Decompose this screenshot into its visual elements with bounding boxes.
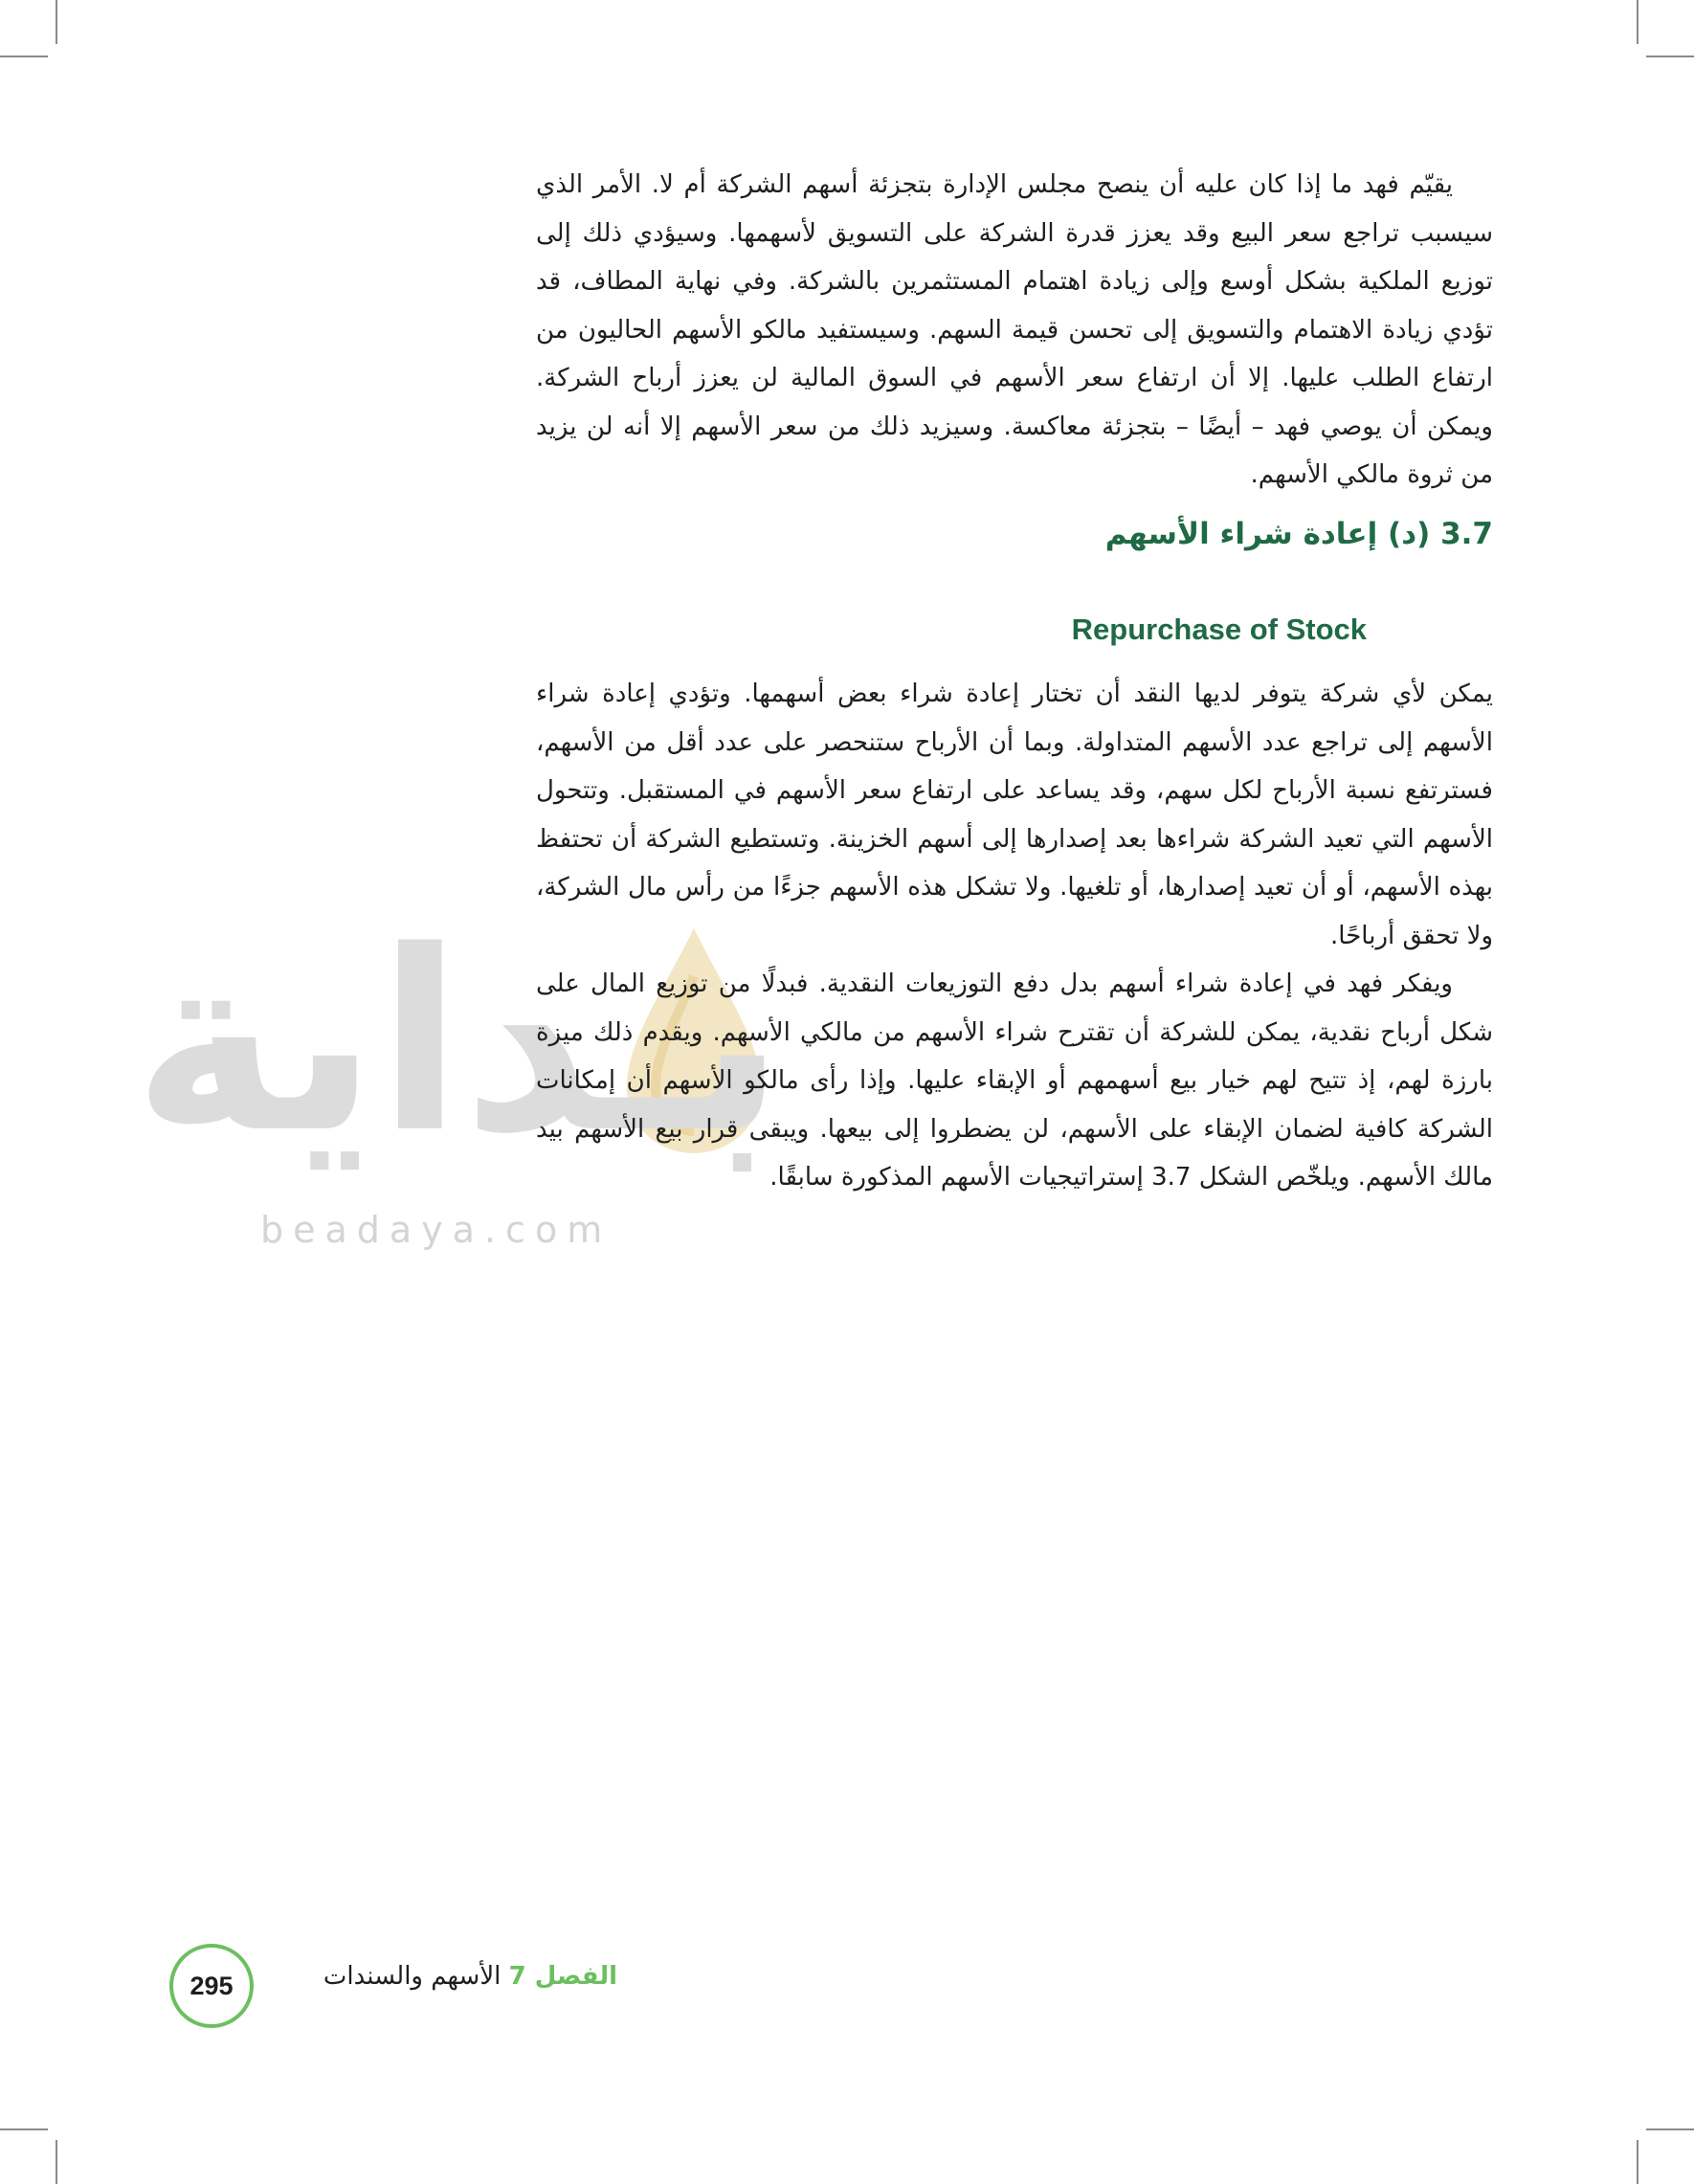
intro-paragraph: يقيّم فهد ما إذا كان عليه أن ينصح مجلس الإدارة بتجزئة أسهم الشركة أم لا. الأمر الذي سيسبب تراجع سعر البيع وقد يعزز قدرة الشركة على التسويق لأسهمها. وسيؤدي ذلك إلى توزيع الملكية بشكل أوسع وإلى زيادة اهتمام المستثمرين بالشركة. وفي نهاية المطاف، قد تؤدي زيادة الاهتمام والتسويق إلى تحسن قيمة السهم. وسيستفيد مالكو الأسهم الحاليون من ارتفاع الطلب عليها. إلا أن ارتفاع سعر الأسهم في السوق المالية لن يعزز أرباح الشركة. ويمكن أن يوصي فهد – أيضًا – بتجزئة معاكسة. وسيزيد ذلك من سعر الأسهم إلا أنه لن يزيد من ثروة مالكي الأسهم.	[536, 170, 1493, 489]
crop-mark-top-right-h	[1646, 56, 1694, 57]
crop-mark-bottom-right-v	[1637, 2140, 1638, 2184]
section-paragraph-1: يمكن لأي شركة يتوفر لديها النقد أن تختار إعادة شراء بعض أسهمها. وتؤدي إعادة شراء الأسهم إلى تراجع عدد الأسهم المتداولة. وبما أن الأرباح ستنحصر على عدد أقل من الأسهم، فسترتفع نسبة الأرباح لكل سهم، وقد يساعد على ارتفاع سعر الأسهم في المستقبل. وتتحول الأسهم التي تعيد الشركة شراءها بعد إصدارها إلى أسهم الخزينة. وتستطيع الشركة أن تحتفظ بهذه الأسهم، أو أن تعيد إصدارها، أو تلغيها. ولا تشكل هذه الأسهم جزءًا من رأس مال الشركة، ولا تحقق أرباحًا.	[536, 680, 1493, 950]
crop-mark-top-left-v	[56, 0, 57, 44]
section-text-block	[536, 670, 1493, 1202]
watermark-arabic-logo: بـداية	[132, 899, 785, 1188]
section-title-en: Repurchase of Stock	[1071, 613, 1367, 646]
crop-mark-top-right-v	[1637, 0, 1638, 44]
footer-chapter	[287, 1962, 617, 1991]
crop-mark-top-left-h	[0, 56, 48, 57]
crop-mark-bottom-right-h	[1646, 2128, 1694, 2130]
section-title-ar: إعادة شراء الأسهم	[1104, 517, 1378, 551]
page-number: 295	[169, 1944, 254, 2028]
crop-mark-bottom-left-v	[56, 2140, 57, 2184]
footer-chapter-title: الأسهم والسندات	[323, 1962, 502, 1991]
intro-text-block	[536, 161, 1493, 500]
section-number: 3.7	[1440, 517, 1493, 551]
section-letter: (د)	[1388, 517, 1431, 551]
section-title	[536, 517, 1493, 551]
section-paragraph-2: ويفكر فهد في إعادة شراء أسهم بدل دفع التوزيعات النقدية. فبدلًا من توزيع المال على شكل أرباح نقدية، يمكن للشركة أن تقترح شراء الأسهم من مالكي الأسهم. ويقدم ذلك ميزة بارزة لهم، إذ تتيح لهم خيار بيع أسهمهم أو الإبقاء عليها. وإذا رأى مالكو الأسهم أن إمكانات الشركة كافية لضمان الإبقاء على الأسهم، لن يضطروا إلى بيعها. ويبقى قرار بيع الأسهم بيد مالك الأسهم. ويلخّص الشكل 3.7 إستراتيجيات الأسهم المذكورة سابقًا.	[536, 969, 1493, 1192]
footer-chapter-label: الفصل 7	[508, 1962, 617, 1991]
crop-mark-bottom-left-h	[0, 2128, 48, 2130]
watermark-site: beadaya.com	[260, 1209, 613, 1251]
